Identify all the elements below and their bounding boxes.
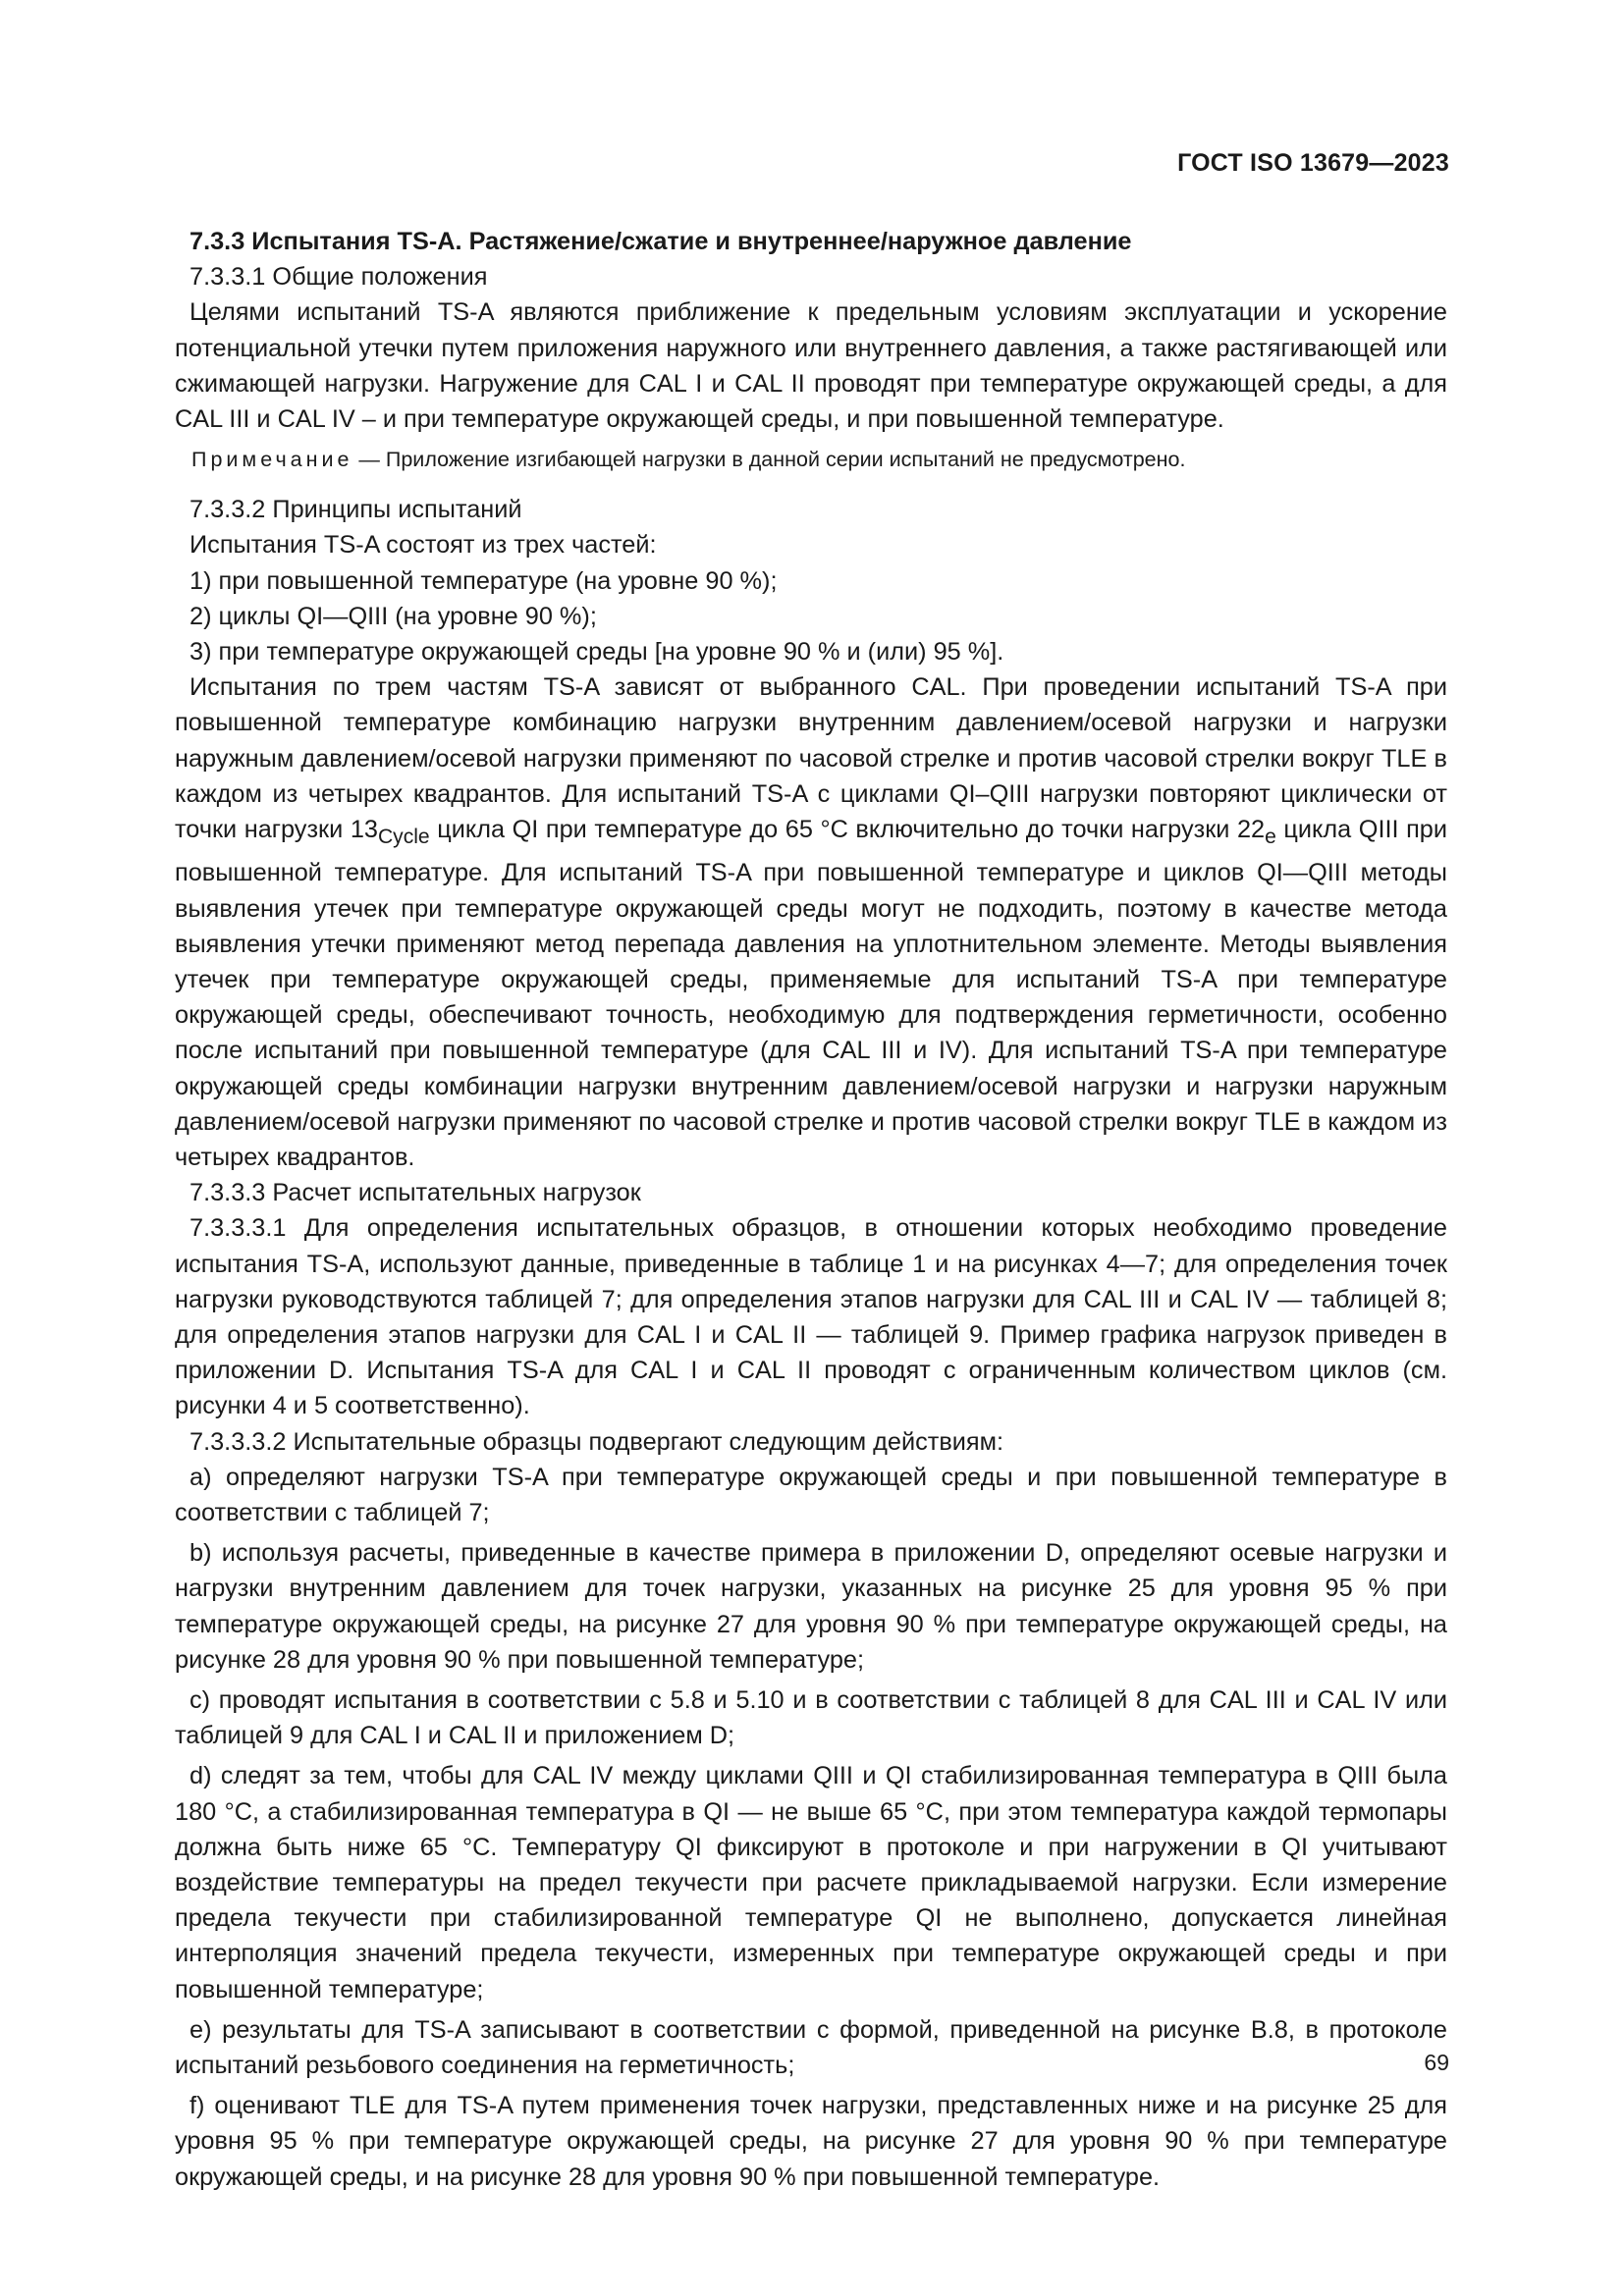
note-text: — Приложение изгибающей нагрузки в данной серии испытаний не предусмотрено. — [352, 448, 1186, 472]
list-item: 3) при температуре окружающей среды [на уровне 90 % и (или) 95 %]. — [189, 638, 1004, 667]
list-item: b) используя расчеты, приведенные в качестве примера в приложении D, определяют осевые нагрузки и нагрузки внутренним давлением для точек нагрузки, указанных на рисунке 25 для уровня 95 % при температуре окружающей среды, на рисунке 27 для уровня 90 % при температуре окружающей среды, на рисунке 28 для уровня 90 % при повышенной температуре; — [175, 1539, 1447, 1674]
page-number: 69 — [1424, 2050, 1449, 2075]
paragraph — [175, 669, 1447, 1175]
list-item: e) результаты для TS-A записывают в соответствии с формой, приведенной на рисунке B.8, в протоколе испытаний резьбового соединения на герметичность; — [175, 2015, 1447, 2079]
paragraph: 7.3.3.3.1 Для определения испытательных образцов, в отношении которых необходимо проведение испытания TS-A, используют данные, приведенные в таблице 1 и на рисунках 4—7; для определения точек нагрузки руководствуются таблицей 7; для определения этапов нагрузки для CAL III и CAL IV — таблицей 8; для определения этапов нагрузки для CAL I и CAL II — таблицей 9. Пример графика нагрузок приведен в приложении D. Испытания TS-A для CAL I и CAL II проводят с ограниченным количеством циклов (см. рисунки 4 и 5 соответственно). — [175, 1214, 1447, 1420]
paragraph: Целями испытаний TS-A являются приближение к предельным условиям эксплуатации и ускорение потенциальной утечки путем приложения наружного или внутреннего давления, а также растягивающей или сжимающей нагрузки. Нагружение для CAL I и CAL II проводят при температуре окружающей среды, а для CAL III и CAL IV – и при температуре окружающей среды, и при повышенной температуре. — [175, 298, 1447, 434]
list-item: a) определяют нагрузки TS-A при температуре окружающей среды и при повышенной температуре в соответствии с таблицей 7; — [175, 1463, 1447, 1526]
document-header: ГОСТ ISO 13679—2023 — [1177, 149, 1449, 177]
list-item: d) следят за тем, чтобы для CAL IV между циклами QIII и QI стабилизированная температура в QIII была 180 °C, а стабилизированная температура в QI — не выше 65 °C, при этом температура каждой термопары должна быть ниже 65 °C. Температуру QI фиксируют в протоколе и при нагружении в QI учитывают воздействие температуры на предел текучести при расчете прикладываемой нагрузки. Если измерение предела текучести при стабилизированной температуре QI не выполнено, допускается линейная интерполяция значений предела текучести, измеренных при температуре окружающей среды и при повышенной температуре; — [175, 1762, 1447, 2003]
document-body — [175, 224, 1447, 2195]
paragraph: 7.3.3.3.2 Испытательные образцы подвергают следующим действиям: — [189, 1427, 1004, 1456]
list-item: 1) при повышенной температуре (на уровне 90 %); — [189, 566, 778, 595]
list-item: 2) циклы QI—QIII (на уровне 90 %); — [189, 602, 597, 630]
text-run: цикла QIII при повышенной температуре. Для испытаний TS-A при повышенной температуре и циклов QI—QIII методы выявления утечек при температуре окружающей среды могут не подходить, поэтому в качестве метода выявления утечки применяют метод перепада давления на уплотнительном элементе. Методы выявления утечек при температуре окружающей среды, применяемые для испытаний TS-A при температуре окружающей среды, обеспечивают точность, необходимую для подтверждения герметичности, особенно после испытаний при повышенной температуре (для CAL III и IV). Для испытаний TS-A при температуре окружающей среды комбинации нагрузки внутренним давлением/осевой нагрузки и нагрузки наружным давлением/осевой нагрузки применяют по часовой стрелке и против часовой стрелки вокруг TLE в каждом из четырех квадрантов. — [175, 816, 1447, 1171]
text-run: Испытания по трем частям TS-A зависят от выбранного CAL. При проведении испытаний TS-A при повышенной температуре комбинацию нагрузки внутренним давлением/осевой нагрузки и нагрузки наружным давлением/осевой нагрузки применяют по часовой стрелке и против часовой стрелки вокруг TLE в каждом из четырех квадрантов. Для испытаний TS-A с циклами QI–QIII нагрузки повторяют циклически от точки нагрузки 13 — [175, 673, 1447, 844]
section-heading: 7.3.3 Испытания TS-A. Растяжение/сжатие и внутреннее/наружное давление — [189, 228, 1132, 255]
note-label: Примечание — [191, 448, 353, 472]
paragraph: Испытания TS-A состоят из трех частей: — [189, 531, 657, 560]
text-run: цикла QI при температуре до 65 °C включительно до точки нагрузки 22 — [429, 816, 1266, 844]
subscript: Cycle — [377, 826, 430, 849]
subsection-heading: 7.3.3.2 Принципы испытаний — [189, 496, 522, 524]
list-item: c) проводят испытания в соответствии с 5.8 и 5.10 и в соответствии с таблицей 8 для CAL III и CAL IV или таблицей 9 для CAL I и CAL II и приложением D; — [175, 1685, 1447, 1750]
note — [175, 445, 1447, 474]
subscript: e — [1265, 826, 1276, 849]
subsection-heading: 7.3.3.1 Общие положения — [189, 263, 488, 292]
subsection-heading: 7.3.3.3 Расчет испытательных нагрузок — [189, 1179, 641, 1207]
list-item: f) оценивают TLE для TS-A путем применения точек нагрузки, представленных ниже и на рисунке 25 для уровня 95 % при температуре окружающей среды, на рисунке 27 для уровня 90 % при температуре окружающей среды, и на рисунке 28 для уровня 90 % при повышенной температуре. — [175, 2092, 1447, 2191]
